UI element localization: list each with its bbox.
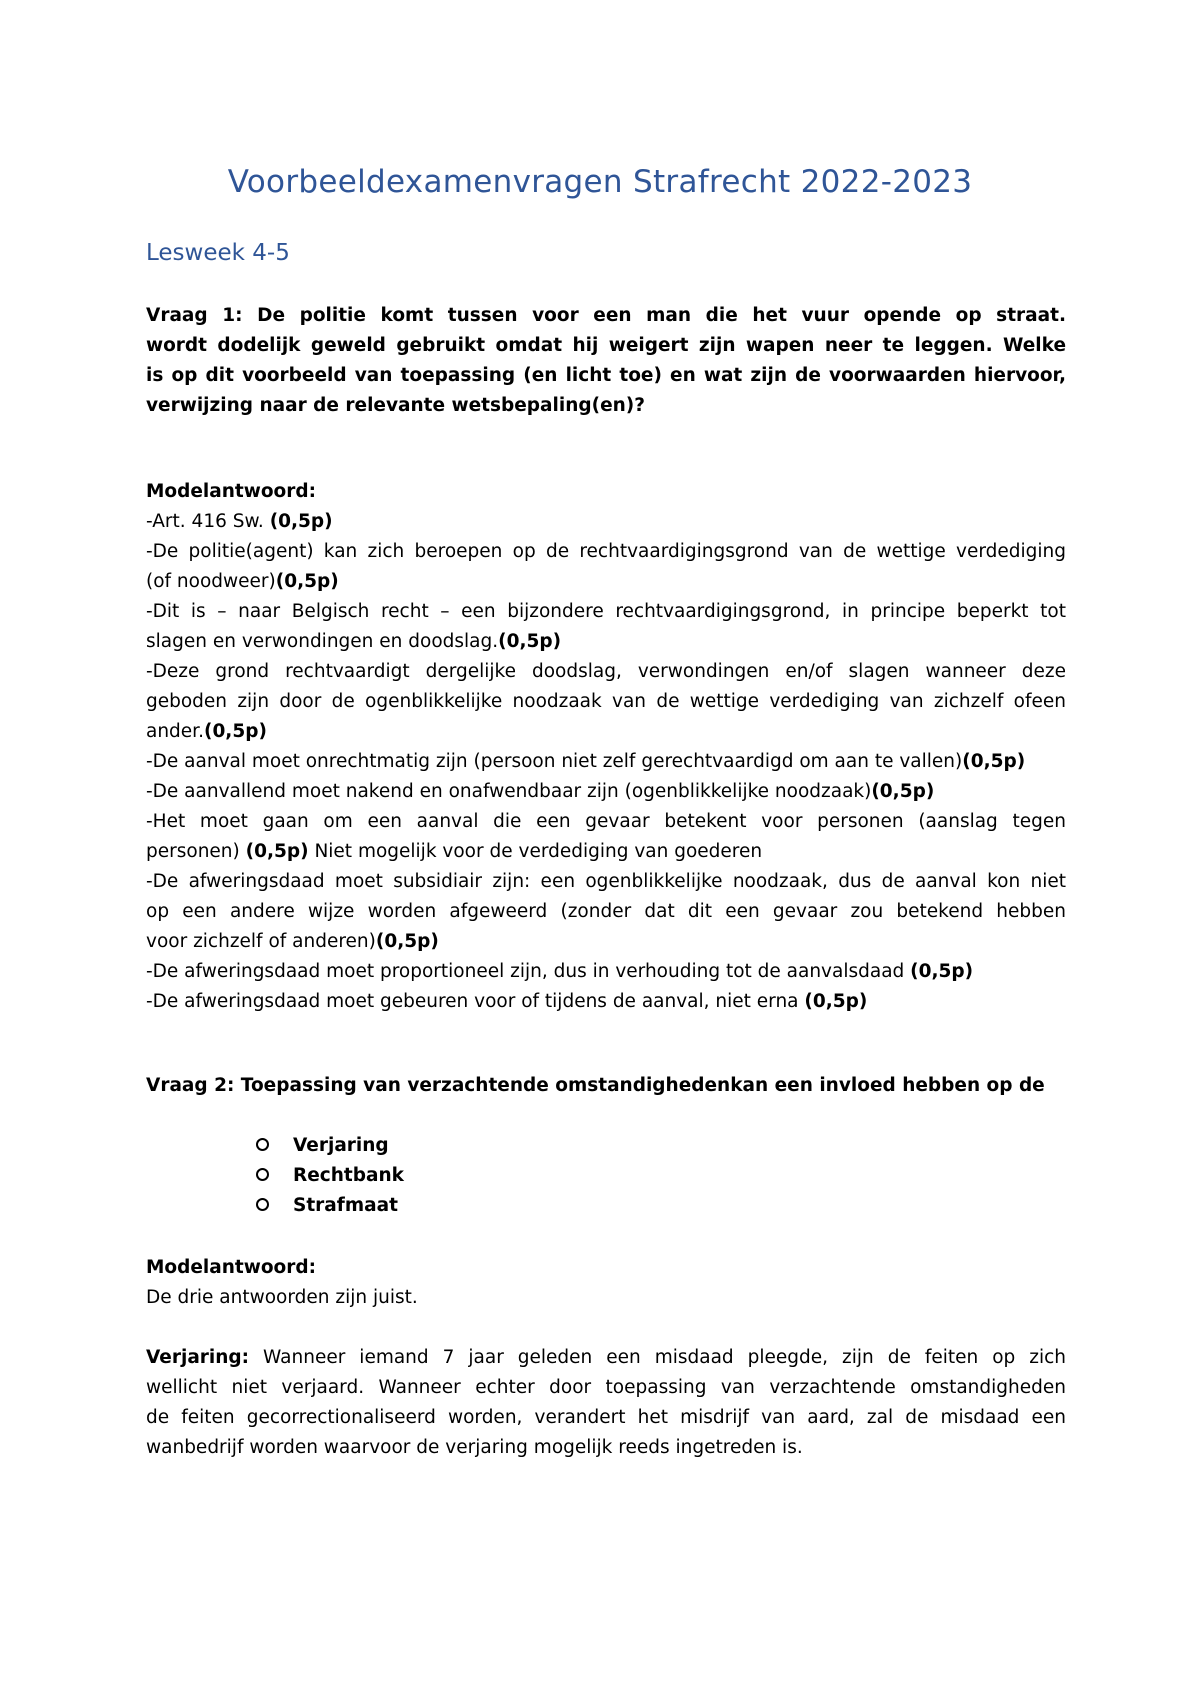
answer-1-line: -Dit is – naar Belgisch recht – een bijzondere rechtvaardigingsgrond, in principe beperkt tot: [146, 601, 1066, 622]
answer-1-line: -De afweringsdaad moet proportioneel zijn, dus in verhouding tot de aanvalsdaad (0,5p): [146, 961, 974, 982]
section-subtitle: Lesweek 4-5: [146, 240, 290, 266]
option-item: Strafmaat: [256, 1191, 404, 1221]
answer-1-line: -Art. 416 Sw. (0,5p): [146, 511, 333, 532]
answer-1-line: ander.(0,5p): [146, 721, 267, 742]
question-1-line: wordt dodelijk geweld gebruikt omdat hij weigert zijn wapen neer te leggen. Welke: [146, 335, 1066, 356]
answer-1-line: -De politie(agent) kan zich beroepen op de rechtvaardigingsgrond van de wettige verdediging: [146, 541, 1066, 562]
answer-1-line: slagen en verwondingen en doodslag.(0,5p): [146, 631, 562, 652]
bullet-circle-icon: [256, 1198, 269, 1211]
answer-1-line: -De afweringsdaad moet gebeuren voor of tijdens de aanval, niet erna (0,5p): [146, 991, 868, 1012]
bullet-circle-icon: [256, 1138, 269, 1151]
answer-1-line: personen) (0,5p) Niet mogelijk voor de verdediging van goederen: [146, 841, 763, 862]
answer-2: [146, 1253, 1066, 1313]
answer-1-line: voor zichzelf of anderen)(0,5p): [146, 931, 439, 952]
answer-2-heading: Modelantwoord:: [146, 1257, 317, 1278]
verjaring-line: Verjaring: Wanneer iemand 7 jaar geleden een misdaad pleegde, zijn de feiten op zich: [146, 1347, 1066, 1368]
bullet-circle-icon: [256, 1168, 269, 1181]
answer-1-line: (of noodweer)(0,5p): [146, 571, 339, 592]
answer-1-line: -Deze grond rechtvaardigt dergelijke doodslag, verwondingen en/of slagen wanneer deze: [146, 661, 1066, 682]
answer-1: [146, 477, 1066, 1017]
question-1-line: verwijzing naar de relevante wetsbepaling(en)?: [146, 395, 645, 416]
answer-1-line: geboden zijn door de ogenblikkelijke noodzaak van de wettige verdediging van zichzelf ofeen: [146, 691, 1066, 712]
question-2-options: [256, 1131, 404, 1221]
verjaring-line: wanbedrijf worden waarvoor de verjaring mogelijk reeds ingetreden is.: [146, 1437, 803, 1458]
question-2: [146, 1071, 1066, 1101]
verjaring-line: de feiten gecorrectionaliseerd worden, verandert het misdrijf van aard, zal de misdaad een: [146, 1407, 1066, 1428]
answer-1-line: -De afweringsdaad moet subsidiair zijn: een ogenblikkelijke noodzaak, dus de aanval kon niet: [146, 871, 1066, 892]
answer-1-line: -De aanval moet onrechtmatig zijn (persoon niet zelf gerechtvaardigd om aan te vallen)(0,5p): [146, 751, 1026, 772]
verjaring-paragraph: [146, 1343, 1066, 1463]
question-1: [146, 301, 1066, 421]
question-2-line: Vraag 2: Toepassing van verzachtende omstandighedenkan een invloed hebben op de: [146, 1075, 1045, 1096]
answer-1-line: -Het moet gaan om een aanval die een gevaar betekent voor personen (aanslag tegen: [146, 811, 1066, 832]
verjaring-line: wellicht niet verjaard. Wanneer echter door toepassing van verzachtende omstandigheden: [146, 1377, 1066, 1398]
answer-1-line: op een andere wijze worden afgeweerd (zonder dat dit een gevaar zou betekend hebben: [146, 901, 1066, 922]
answer-1-line: -De aanvallend moet nakend en onafwendbaar zijn (ogenblikkelijke noodzaak)(0,5p): [146, 781, 935, 802]
document-title: Voorbeeldexamenvragen Strafrecht 2022-2023: [227, 164, 973, 200]
option-item: Verjaring: [256, 1131, 404, 1161]
answer-2-text: De drie antwoorden zijn juist.: [146, 1287, 418, 1308]
option-item: Rechtbank: [256, 1161, 404, 1191]
question-1-line: is op dit voorbeeld van toepassing (en licht toe) en wat zijn de voorwaarden hiervoor,: [146, 365, 1066, 386]
question-1-line: Vraag 1: De politie komt tussen voor een man die het vuur opende op straat.: [146, 305, 1066, 326]
answer-1-heading: Modelantwoord:: [146, 481, 317, 502]
